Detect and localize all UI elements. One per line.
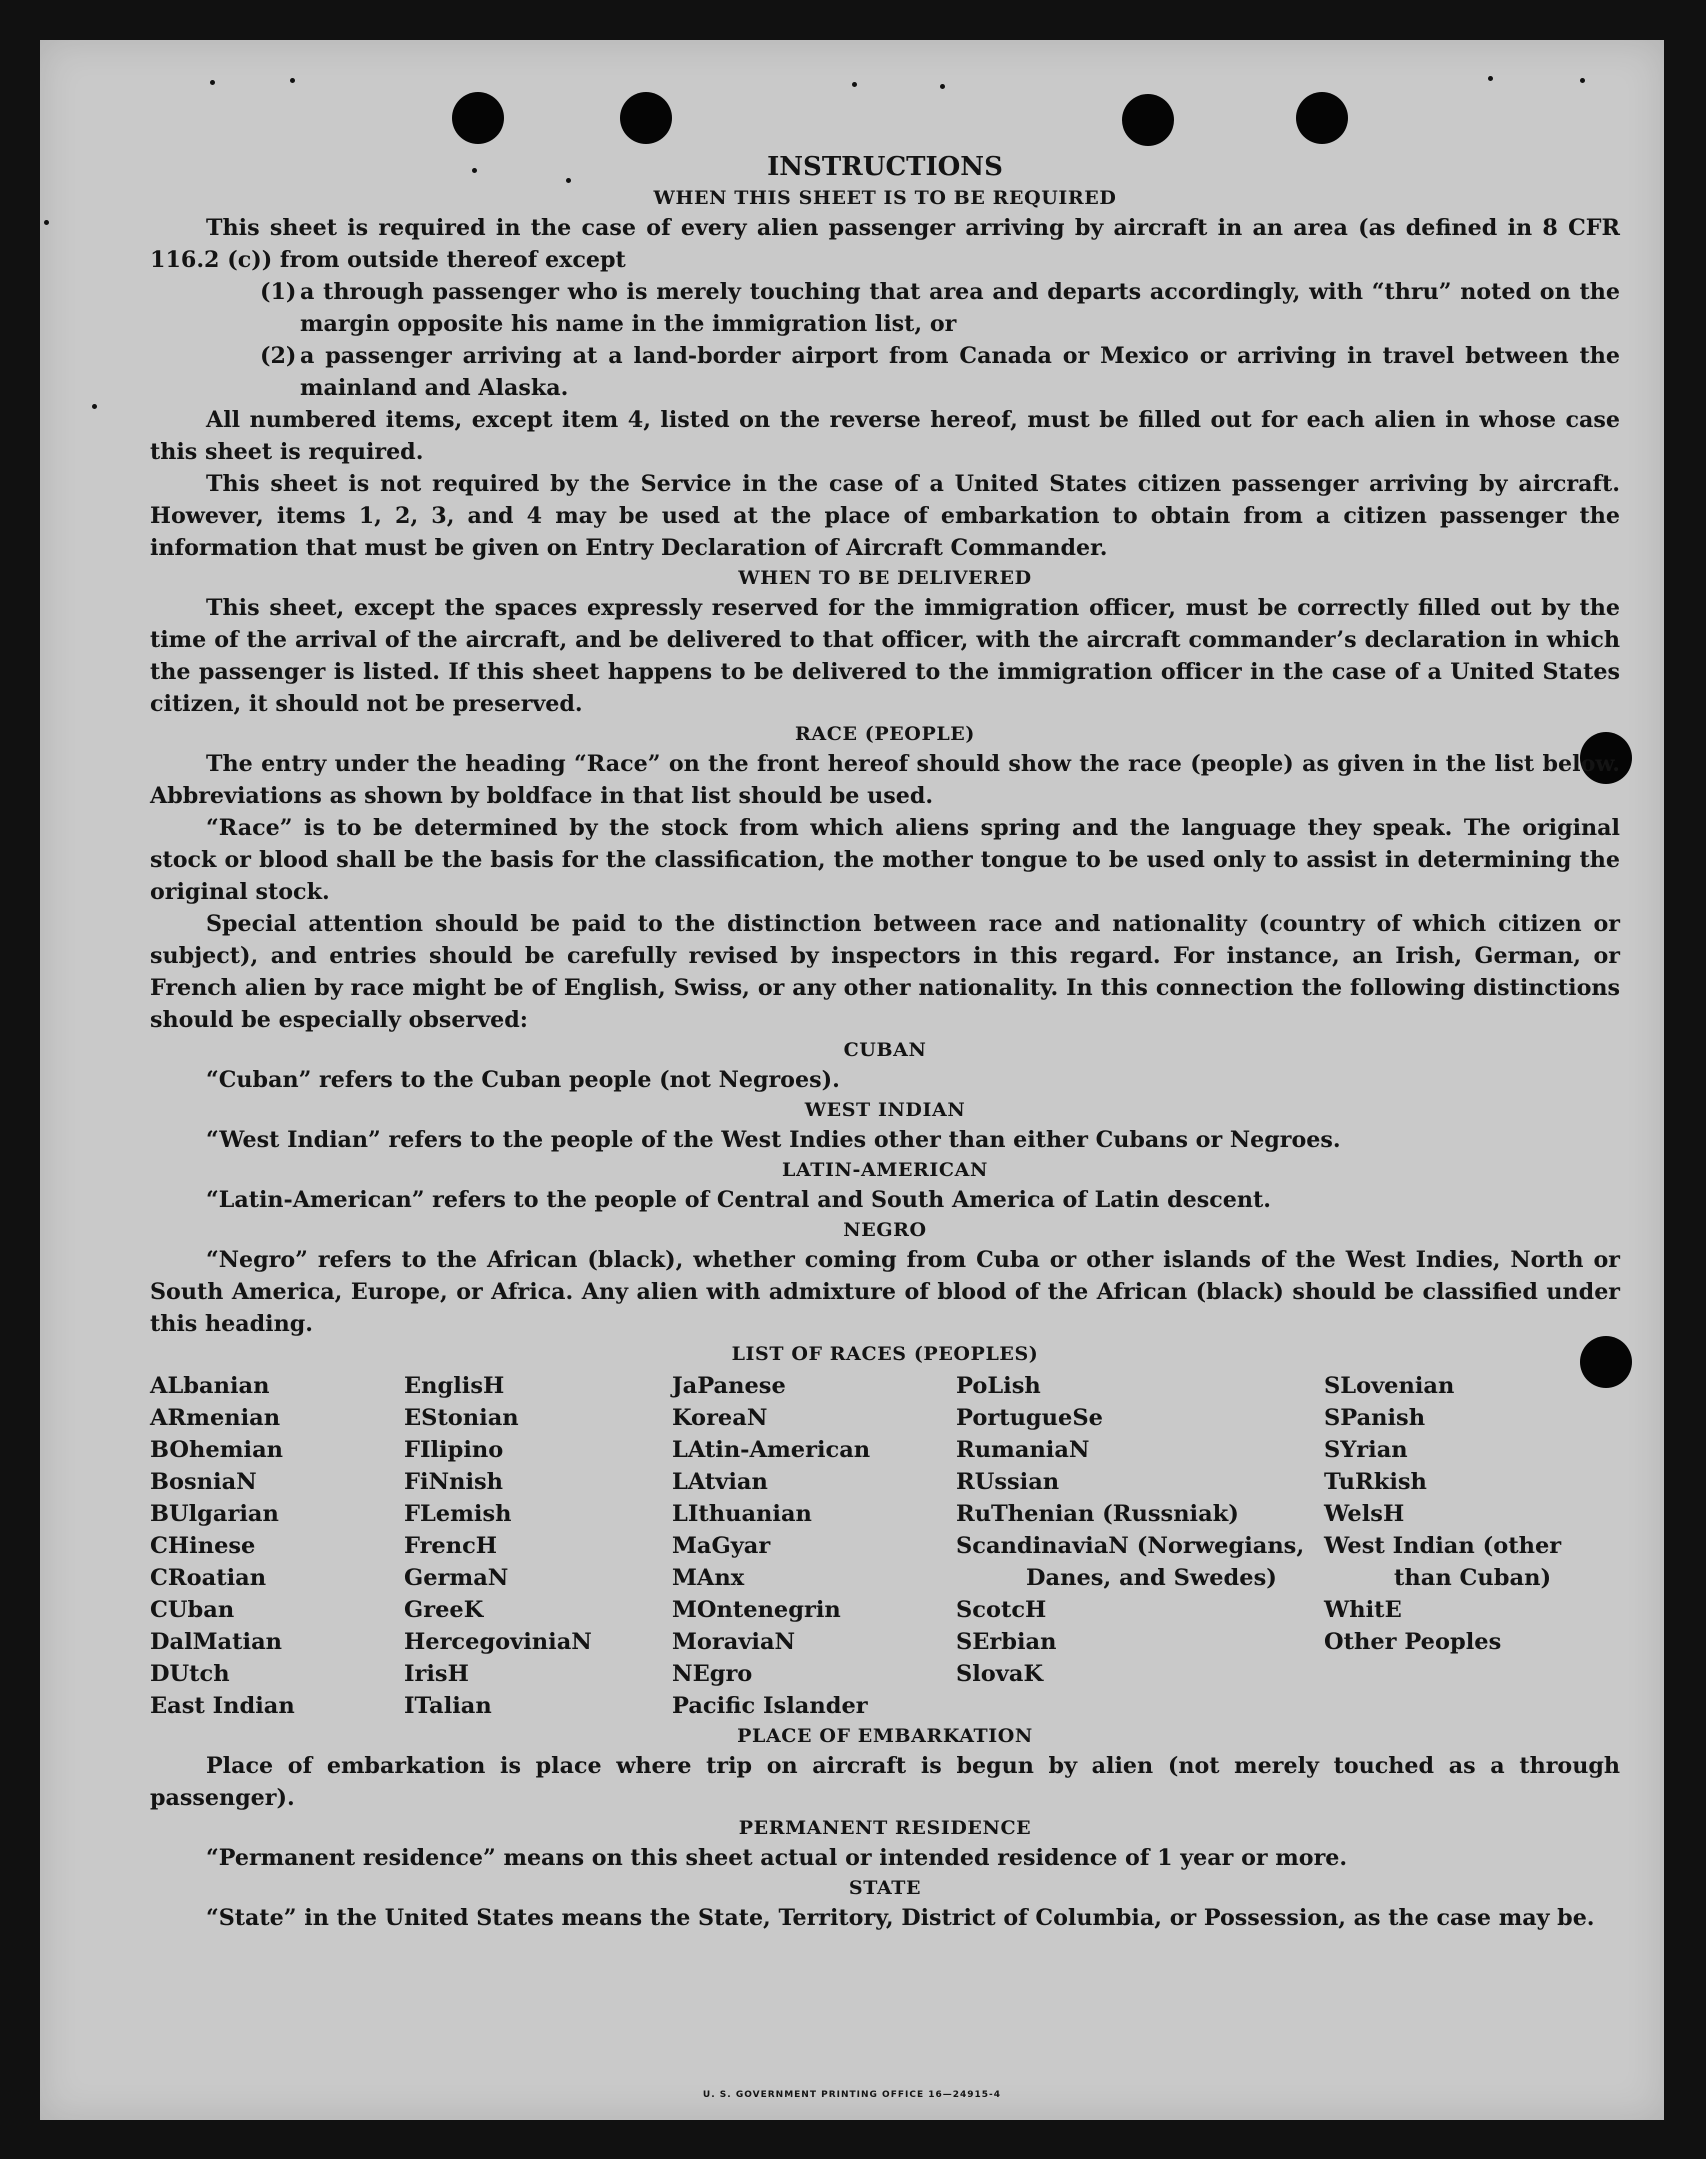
race-entry: PortugueSe xyxy=(956,1405,1103,1431)
paragraph: “Cuban” refers to the Cuban people (not Negroes). xyxy=(206,1067,840,1093)
section-heading-state: STATE xyxy=(848,1877,922,1899)
race-entry: GermaN xyxy=(404,1565,509,1591)
paragraph: “Latin-American” refers to the people of Central and South America of Latin descent. xyxy=(206,1187,1271,1213)
section-heading-races-list: LIST OF RACES (PEOPLES) xyxy=(731,1343,1039,1365)
paragraph: This sheet is required in the case of every alien passenger arriving by aircraft in an area (as defined in 8 CFR 116.2 (c)) from outside thereof except xyxy=(150,215,1620,273)
section-heading-required: WHEN THIS SHEET IS TO BE REQUIRED xyxy=(653,187,1117,209)
race-entry: BUlgarian xyxy=(150,1501,279,1527)
page-title: INSTRUCTIONS xyxy=(767,152,1003,182)
race-entry: Other Peoples xyxy=(1324,1629,1502,1655)
race-entry: MAnx xyxy=(672,1565,745,1591)
item-text: a passenger arriving at a land-border airport from Canada or Mexico or arriving in travel between the mainland and Alaska. xyxy=(300,343,1620,401)
race-entry: DUtch xyxy=(150,1661,230,1687)
paragraph: Special attention should be paid to the distinction between race and nationality (country of which citizen or subject), and entries should be carefully revised by inspectors in this regard. For instance, an Irish, German, or French alien by race might be of English, Swiss, or any other nationality. In this connection the following distinctions should be especially observed: xyxy=(150,911,1620,1033)
paragraph: “State” in the United States means the State, Territory, District of Columbia, or Possession, as the case may be. xyxy=(206,1905,1595,1931)
race-entry: TuRkish xyxy=(1324,1469,1427,1495)
numbered-item xyxy=(150,340,1620,404)
paragraph: “West Indian” refers to the people of the West Indies other than either Cubans or Negroes. xyxy=(206,1127,1341,1153)
dust-speck xyxy=(1580,78,1585,83)
race-entry: CRoatian xyxy=(150,1565,267,1591)
paragraph: “Race” is to be determined by the stock from which aliens spring and the language they speak. The original stock or blood shall be the basis for the classification, the mother tongue to be used only to assist in determining the original stock. xyxy=(150,815,1620,905)
race-entry: ITalian xyxy=(404,1693,492,1719)
race-entry: CHinese xyxy=(150,1533,256,1559)
race-entry: ARmenian xyxy=(150,1405,281,1431)
race-entry: RUssian xyxy=(956,1469,1060,1495)
dust-speck xyxy=(1488,76,1493,81)
section-heading-cuban: CUBAN xyxy=(843,1039,927,1061)
document-sheet xyxy=(40,40,1664,2120)
section-heading-residence: PERMANENT RESIDENCE xyxy=(738,1817,1032,1839)
race-entry: ScandinaviaN (Norwegians, Danes, and Swedes) xyxy=(956,1533,1305,1591)
paragraph: “Negro” refers to the African (black), whether coming from Cuba or other islands of the West Indies, North or South America, Europe, or Africa. Any alien with admixture of blood of the African (black) should be classified under this heading. xyxy=(150,1247,1620,1337)
race-entry: SlovaK xyxy=(956,1661,1044,1687)
race-entry: FIlipino xyxy=(404,1437,504,1463)
punch-hole xyxy=(452,92,504,144)
races-list xyxy=(150,1370,1620,1722)
races-column xyxy=(1324,1370,1620,1722)
races-column xyxy=(150,1370,404,1722)
race-entry: WhitE xyxy=(1324,1597,1402,1623)
paragraph: This sheet is not required by the Service in the case of a United States citizen passenger arriving by aircraft. However, items 1, 2, 3, and 4 may be used at the place of embarkation to obtain from a citizen passenger the information that must be given on Entry Declaration of Aircraft Commander. xyxy=(150,471,1620,561)
section-heading-delivered: WHEN TO BE DELIVERED xyxy=(738,567,1032,589)
race-entry: LAtvian xyxy=(672,1469,768,1495)
race-entry: ScotcH xyxy=(956,1597,1047,1623)
race-entry: LIthuanian xyxy=(672,1501,812,1527)
race-entry: CUban xyxy=(150,1597,235,1623)
dust-speck xyxy=(852,82,857,87)
race-entry: FiNnish xyxy=(404,1469,504,1495)
item-number: (1) xyxy=(260,279,297,305)
race-entry: PoLish xyxy=(956,1373,1041,1399)
instructions-content xyxy=(150,150,1620,1934)
race-entry: BosniaN xyxy=(150,1469,257,1495)
section-heading-latin-american: LATIN-AMERICAN xyxy=(782,1159,988,1181)
race-entry: EStonian xyxy=(404,1405,519,1431)
race-entry: IrisH xyxy=(404,1661,469,1687)
paragraph: This sheet, except the spaces expressly reserved for the immigration officer, must be correctly filled out by the time of the arrival of the aircraft, and be delivered to that officer, with the aircraft commander’s declaration in which the passenger is listed. If this sheet happens to be delivered to the immigration officer in the case of a United States citizen, it should not be preserved. xyxy=(150,595,1620,717)
race-entry: LAtin-American xyxy=(672,1437,871,1463)
punch-hole xyxy=(1296,92,1348,144)
paragraph: All numbered items, except item 4, listed on the reverse hereof, must be filled out for each alien in whose case this sheet is required. xyxy=(150,407,1620,465)
dust-speck xyxy=(290,78,295,83)
section-heading-west-indian: WEST INDIAN xyxy=(804,1099,966,1121)
race-entry: SPanish xyxy=(1324,1405,1426,1431)
race-entry: West Indian (other than Cuban) xyxy=(1324,1533,1562,1591)
race-entry: GreeK xyxy=(404,1597,484,1623)
race-entry: SLovenian xyxy=(1324,1373,1455,1399)
race-entry: NEgro xyxy=(672,1661,753,1687)
race-entry: JaPanese xyxy=(672,1373,786,1399)
races-column xyxy=(956,1370,1324,1722)
races-column xyxy=(672,1370,956,1722)
dust-speck xyxy=(92,404,97,409)
race-entry: MOntenegrin xyxy=(672,1597,841,1623)
printer-imprint: U. S. GOVERNMENT PRINTING OFFICE 16—24915-4 xyxy=(702,2090,1002,2100)
section-heading-race: RACE (PEOPLE) xyxy=(795,723,975,745)
punch-hole xyxy=(620,92,672,144)
dust-speck xyxy=(940,84,945,89)
punch-hole xyxy=(1122,94,1174,146)
paragraph: Place of embarkation is place where trip on aircraft is begun by alien (not merely touched as a through passenger). xyxy=(150,1753,1620,1811)
race-entry: SYrian xyxy=(1324,1437,1408,1463)
race-entry: MoraviaN xyxy=(672,1629,796,1655)
race-entry: SErbian xyxy=(956,1629,1057,1655)
paragraph: The entry under the heading “Race” on the front hereof should show the race (people) as given in the list below. Abbreviations as shown by boldface in that list should be used. xyxy=(150,751,1620,809)
race-entry: FLemish xyxy=(404,1501,512,1527)
race-entry: Pacific Islander xyxy=(672,1693,868,1719)
race-entry: DalMatian xyxy=(150,1629,283,1655)
race-entry: KoreaN xyxy=(672,1405,768,1431)
race-entry: MaGyar xyxy=(672,1533,771,1559)
race-entry: RuThenian (Russniak) xyxy=(956,1501,1239,1527)
race-entry: EnglisH xyxy=(404,1373,505,1399)
race-entry: FrencH xyxy=(404,1533,498,1559)
section-heading-negro: NEGRO xyxy=(843,1219,927,1241)
dust-speck xyxy=(44,220,49,225)
item-number: (2) xyxy=(260,343,297,369)
race-entry: HercegoviniaN xyxy=(404,1629,592,1655)
race-entry: ALbanian xyxy=(150,1373,270,1399)
races-column xyxy=(404,1370,672,1722)
item-text: a through passenger who is merely touching that area and departs accordingly, with “thru” noted on the margin opposite his name in the immigration list, or xyxy=(300,279,1620,337)
section-heading-embarkation: PLACE OF EMBARKATION xyxy=(737,1725,1033,1747)
race-entry: RumaniaN xyxy=(956,1437,1090,1463)
numbered-item xyxy=(150,276,1620,340)
race-entry: WelsH xyxy=(1324,1501,1405,1527)
dust-speck xyxy=(210,80,215,85)
race-entry: BOhemian xyxy=(150,1437,284,1463)
paragraph: “Permanent residence” means on this sheet actual or intended residence of 1 year or more. xyxy=(206,1845,1348,1871)
race-entry: East Indian xyxy=(150,1693,295,1719)
